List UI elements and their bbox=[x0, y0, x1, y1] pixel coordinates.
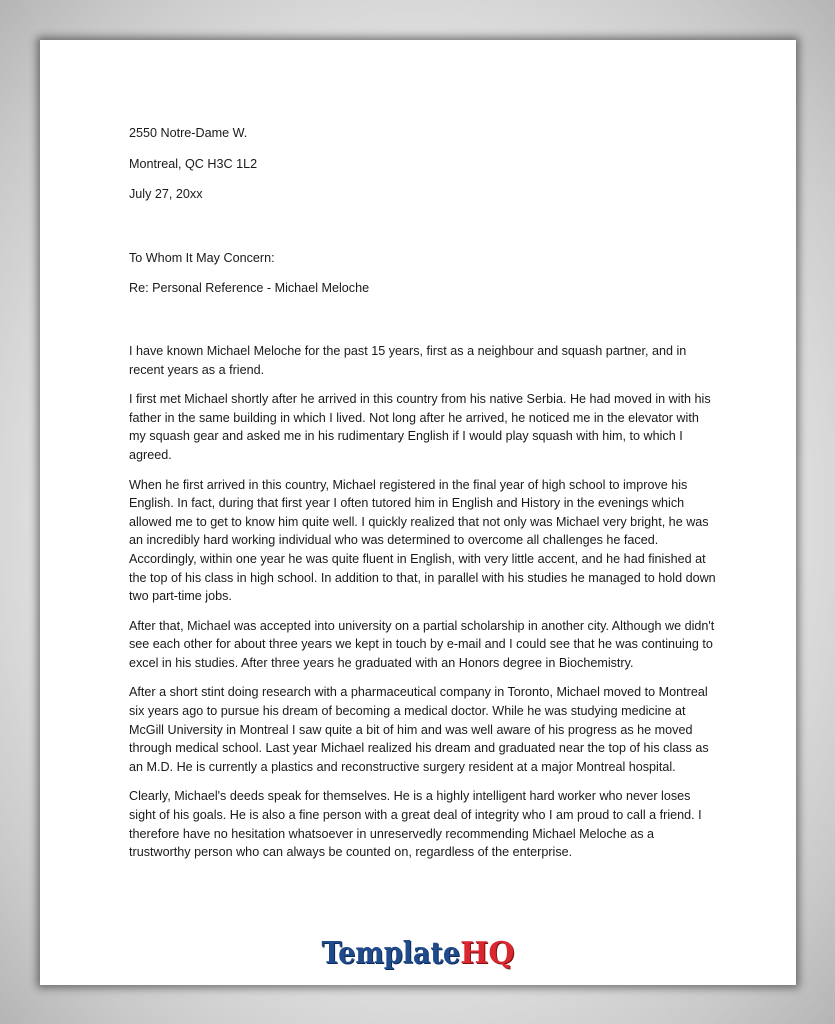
logo-text-hq: HQ bbox=[460, 936, 515, 971]
letter-body bbox=[129, 124, 719, 873]
address-line-1: 2550 Notre-Dame W. bbox=[129, 126, 248, 140]
document-page bbox=[40, 40, 796, 985]
salutation: To Whom It May Concern: bbox=[129, 250, 275, 265]
paragraph-5: After a short stint doing research with a pharmaceutical company in Toronto, Michael moved to Montreal six years ago to pursue his dream of becoming a medical doctor. While he was studying medicine at McGill University in Montreal I saw quite a bit of him and was well aware of his progress as he moved through medical school. Last year Michael realized his dream and graduated near the top of his class as an M.D. He is currently a plastics and reconstructive surgery resident at a major Montreal hospital. bbox=[129, 685, 709, 774]
address-line-2: Montreal, QC H3C 1L2 bbox=[129, 156, 258, 171]
paragraph-2: I first met Michael shortly after he arrived in this country from his native Serbia. He had moved in with his father in the same building in which I lived. Not long after he arrived, he noticed me in the elevator with my squash gear and asked me in his rudimentary English if I would play squash with him, to which I agreed. bbox=[129, 392, 711, 462]
letter-date: July 27, 20xx bbox=[129, 187, 203, 202]
paragraph-6: Clearly, Michael's deeds speak for themselves. He is a highly intelligent hard worker who never loses sight of his goals. He is also a fine person with a great deal of integrity who I am proud to call a friend. I therefore have no hesitation whatsoever in unreservedly recommending Michael Meloche as a trustworthy person who can always be counted on, regardless of the enterprise. bbox=[129, 789, 702, 860]
templatehq-logo bbox=[40, 936, 796, 972]
paragraph-4: After that, Michael was accepted into university on a partial scholarship in another city. Although we didn't see each other for about three years we kept in touch by e-mail and I could see that he was continuing to excel in his studies. After three years he graduated with an Honors degree in Biochemistry. bbox=[129, 618, 715, 670]
paragraph-1: I have known Michael Meloche for the past 15 years, first as a neighbour and squash partner, and in recent years as a friend. bbox=[129, 343, 687, 377]
subject-line: Re: Personal Reference - Michael Meloche bbox=[129, 281, 370, 296]
logo-text-template: Template bbox=[321, 936, 461, 971]
paragraph-3: When he first arrived in this country, Michael registered in the final year of high school to improve his English. In fact, during that first year I often tutored him in English and History in the evenings which allowed me to get to know him quite well. I quickly realized that not only was Michael very bright, he was an incredibly hard working individual who was determined to overcome all challenges he faced. Accordingly, within one year he was quite fluent in English, with very little accent, and he had finished at the top of his class in high school. In addition to that, in parallel with his studies he managed to hold down two part-time jobs. bbox=[129, 477, 716, 604]
